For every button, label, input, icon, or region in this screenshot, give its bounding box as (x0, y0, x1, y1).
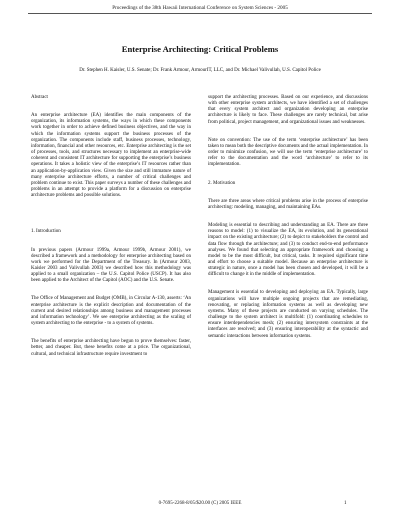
introduction-heading: 1. Introduction (31, 229, 61, 235)
paper-title: Enterprise Architecting: Critical Problems (121, 44, 279, 54)
introduction-paragraph-1: In previous papers (Armour 1999a, Armour 1999b, Armour 2001), we described a framework and a methodology for enterprise architecting based on work we performed for the Department of the Treasury. In (Armour 2003, Kaisler 2003 and Valivullah 2003) we described how this methodology was applied to a small organization – the U.S. Capitol Police (USCP). It has also been applied to the Architect of the Capitol (AOC) and the U.S. Senate. (31, 247, 191, 284)
right-paragraph-2: Note on convention: The use of the term ‘enterprise architecture’ has been taken to mean both the descriptive documents and the actual implementation. In order to minimize confusion, we will use the term ‘enterprise architecture’ to refer to the documentation and the word ‘architecture’ to refer to its implementation. (208, 137, 368, 168)
running-header: Proceedings of the 38th Hawaii International Conference on System Sciences - 2005 (112, 5, 288, 11)
abstract-heading: Abstract (31, 95, 48, 100)
right-paragraph-4: Modeling is essential to describing and understanding an EA. There are three reasons to model: (1) to visualize the EA, its evolution, and its generational impact on the existing architecture; (2) to depict to stakeholders the control and data flow through the architecture; and (3) to conduct end-to-end performance analyses. We found that selecting an appropriate framework and choosing a model to be the most difficult, but critical, tasks. It required significant time and effort to choose a suitable model. Because an enterprise architecture is strategic in nature, once a model has been chosen and developed, it will be a difficult to change it in the middle of implementation. (208, 223, 368, 278)
introduction-paragraph-3: The benefits of enterprise architecting have begun to prove themselves: faster, better, and cheaper. But, these benefits come at a price. The organizational, cultural, and technical infrastructure require investment to (31, 339, 191, 357)
header-rule (28, 13, 372, 14)
left-column (31, 95, 191, 358)
copyright-footer: 0-7695-2268-8/05/$20.00 (C) 2005 IEEE (158, 501, 242, 506)
right-paragraph-3: There are three areas where critical problems arise in the process of enterprise architecting: modeling, managing, and maintaining EAs. (208, 198, 368, 210)
right-paragraph-5: Management is essential to developing and deploying an EA. Typically, large organizations will have multiple ongoing projects that are remediating, renovating, or replacing information systems as well as developing new systems. Many of these projects are conducted on varying schedules. The challenge to the system architect is multifold: (1) coordinating schedules to ensure interdependencies mesh; (2) ensuring intersystem constraints at the interfaces are resolved; and (3) ensuring interoperability at the syntactic and semantic interactions between information systems. (208, 290, 368, 339)
page-number: 1 (344, 501, 347, 506)
paper-authors: Dr. Stephen H. Kaisler, U.S. Senate; Dr. Frank Armour, ArmourIT, LLC, and Dr. Michael Valivullah, U.S. Capitol Police (79, 68, 321, 73)
abstract-text: An enterprise architecture (EA) identifies the main components of the organization, its information systems, the ways in which these components work together in order to achieve defined business objectives, and the way in which the information systems support the business processes of the organization. The components include staff, business processes, technology, information, financial and other resources, etc. Enterprise architecting is the set of processes, tools, and structures necessary to implement an enterprise-wide coherent and consistent IT architecture for supporting the enterprise’s business operations. It takes a holistic view of the enterprise’s IT resources rather than an application-by-application view. Given the size and still immature nature of many enterprise architecture efforts, a number of critical challenges and problem continue to exist. This paper surveys a number of these challenges and problems in an attempt to provide a platform for a discussion on enterprise architecture problems and possible solutions. (31, 113, 191, 199)
right-column (208, 95, 368, 340)
introduction-paragraph-2: The Office of Management and Budget (OMB), in Circular A-130, asserts: ‘An enterprise architecture is the explicit description and documentation of the current and desired relationships among business and management processes and information technology’. We see enterprise architecting as the scaling of system architecting to the enterprise - to a system of systems. (31, 296, 191, 327)
right-paragraph-1: support the architecting processes. Based on our experience, and discussions with other enterprise system architects, we have identified a set of challenges that every system architect and organization developing an enterprise architecture is likely to face. These challenges are rarely technical, but arise from political, project management, and organizational issues and weaknesses. (208, 95, 368, 125)
motivation-heading: 2. Motivation (208, 180, 236, 186)
